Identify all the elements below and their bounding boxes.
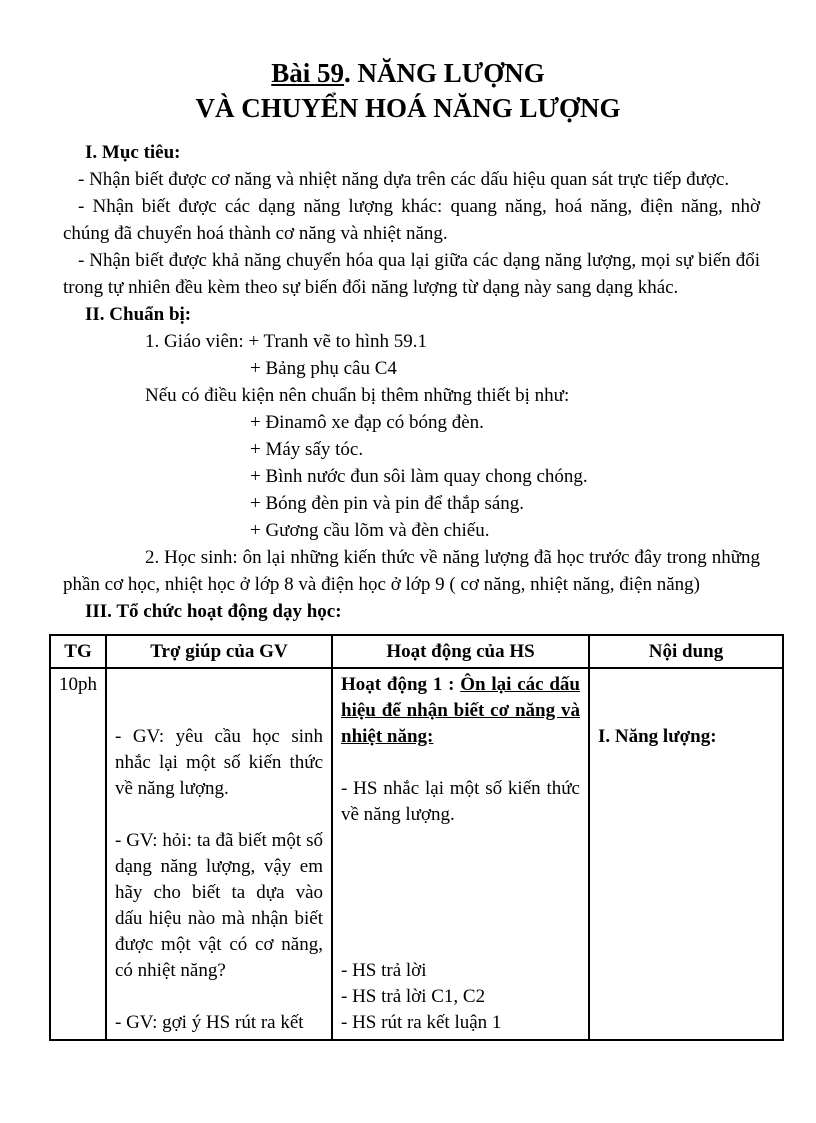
table-row [50,668,783,1040]
equipment-item: + Bóng đèn pin và pin để thắp sáng. [250,493,525,514]
lesson-number: Bài 59 [271,58,344,88]
equipment-item: + Gương cầu lõm và đèn chiếu. [250,520,490,541]
gv-instruction-3: - GV: gợi ý HS rút ra kết [115,1012,304,1033]
table-header-gv: Trợ giúp của GV [106,635,332,668]
objective-paragraph-2: - Nhận biết được các dạng năng lượng khác: quang năng, hoá năng, điện năng, nhờ chúng đã chuyển hoá thành cơ năng và nhiệt năng. [63,196,760,244]
spacer [115,802,323,828]
cell-teacher-support [106,668,332,1040]
hs-action-2: - HS trả lời [341,960,427,981]
objective-paragraph-3: - Nhận biết được khả năng chuyển hóa qua lại giữa các dạng năng lượng, mọi sự biến đổi trong tự nhiên đều kèm theo sự biến đổi năng lượng từ dạng này sang dạng khác. [63,250,760,298]
table-header-row [50,635,783,668]
spacer [341,750,580,776]
cell-student-activity [332,668,589,1040]
table-header-hs: Hoạt động của HS [332,635,589,668]
hs-activity-heading [341,672,580,750]
hs-action-1: - HS nhắc lại một số kiến thức về năng lượng. [341,778,580,825]
content-heading: I. Năng lượng: [598,726,717,747]
equipment-item: + Đinamô xe đạp có bóng đèn. [250,412,484,433]
spacer [341,828,580,958]
section-heading-objectives: I. Mục tiêu: [85,142,181,163]
lesson-title-line1 [0,56,816,91]
cell-time [50,668,106,1040]
student-preparation-line: 2. Học sinh: ôn lại những kiến thức về năng lượng đã học trước đây trong những phần cơ học, nhiệt học ở lớp 8 và điện học ở lớp 9 ( cơ năng, nhiệt năng, điện năng) [63,547,760,595]
table-header-tg: TG [50,635,106,668]
section-heading-preparation: II. Chuẩn bị: [85,304,192,325]
lesson-title-line2: VÀ CHUYỂN HOÁ NĂNG LƯỢNG [195,93,621,123]
spacer [115,672,323,724]
hs-action-4: - HS rút ra kết luận 1 [341,1012,502,1033]
teacher-preparation-line-2: + Bảng phụ câu C4 [250,358,397,379]
lesson-plan-table [49,634,784,1041]
section-heading-activities: III. Tổ chức hoạt động dạy học: [85,601,342,622]
equipment-item: + Bình nước đun sôi làm quay chong chóng. [250,466,588,487]
spacer [598,672,774,724]
gv-instruction-1: - GV: yêu cầu học sinh nhắc lại một số kiến thức về năng lượng. [115,726,323,799]
lesson-title [0,0,816,126]
spacer [115,984,323,1010]
table-header-noidung: Nội dung [589,635,783,668]
cell-content [589,668,783,1040]
lesson-title-line1-rest: . NĂNG LƯỢNG [344,58,545,88]
equipment-item: + Máy sấy tóc. [250,439,364,460]
hs-activity-title: Ôn lại các dấu hiệu để nhận biết cơ năng và nhiệt năng: [341,674,580,747]
time-value: 10ph [59,674,97,695]
document-body [63,139,760,625]
hs-action-3: - HS trả lời C1, C2 [341,986,486,1007]
gv-instruction-2: - GV: hỏi: ta đã biết một số dạng năng lượng, vậy em hãy cho biết ta dựa vào dấu hiệu nào mà nhận biết được một vật có cơ năng, có nhiệt năng? [115,830,323,981]
hs-activity-label: Hoạt động 1 : [341,674,461,695]
optional-equipment-intro: Nếu có điều kiện nên chuẩn bị thêm những thiết bị như: [145,385,570,406]
teacher-preparation-line: 1. Giáo viên: + Tranh vẽ to hình 59.1 [145,331,427,352]
objective-paragraph-1: - Nhận biết được cơ năng và nhiệt năng dựa trên các dấu hiệu quan sát trực tiếp được. [78,169,730,190]
